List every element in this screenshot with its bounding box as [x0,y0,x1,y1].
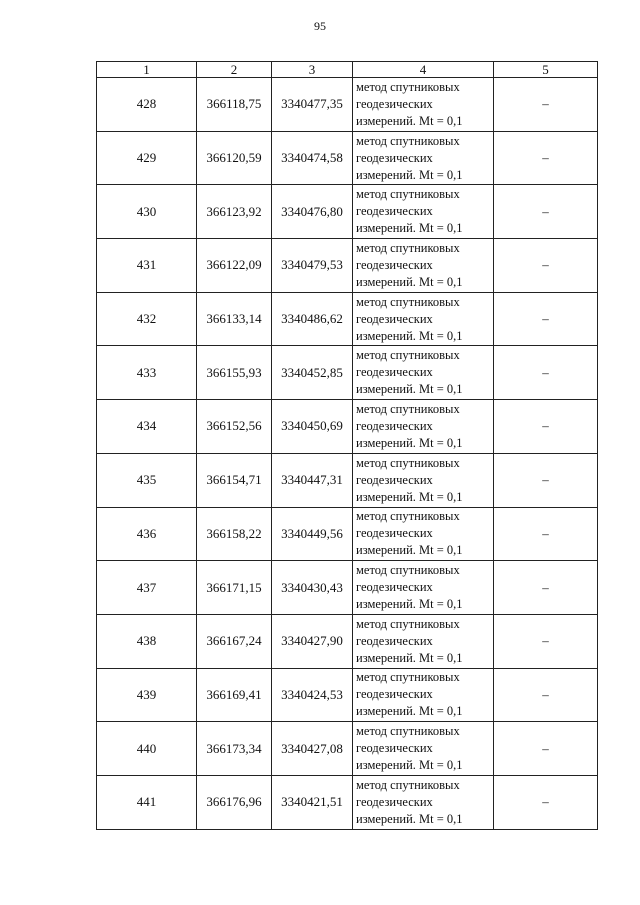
table-row [97,722,598,776]
note-cell: – [494,668,598,722]
method-line: геодезических [356,794,433,809]
table-row [97,131,598,185]
note-cell: – [494,131,598,185]
table-row [97,400,598,454]
method-line: измерений. Mt = 0,1 [356,597,463,612]
note-cell: – [494,561,598,615]
table-row [97,185,598,239]
x-coordinate-cell: 366167,24 [197,614,272,668]
note-cell: – [494,346,598,400]
method-line: метод спутниковых [356,455,460,470]
note-cell: – [494,78,598,132]
method-line: геодезических [356,418,433,433]
page-number: 95 [314,19,326,33]
method-line: метод спутниковых [356,294,460,309]
table-row [97,561,598,615]
y-coordinate-cell: 3340452,85 [272,346,353,400]
method-line: метод спутниковых [356,187,460,202]
note-cell: – [494,400,598,454]
method-line: измерений. Mt = 0,1 [356,113,463,128]
method-line: геодезических [356,365,433,380]
method-line: метод спутниковых [356,509,460,524]
y-coordinate-cell: 3340449,56 [272,507,353,561]
method-line: измерений. Mt = 0,1 [356,704,463,719]
point-number-cell: 432 [97,292,197,346]
method-line: геодезических [356,633,433,648]
y-coordinate-cell: 3340427,08 [272,722,353,776]
note-cell: – [494,507,598,561]
point-number-cell: 436 [97,507,197,561]
table-row [97,614,598,668]
method-cell [353,131,494,185]
point-number-cell: 438 [97,614,197,668]
method-line: метод спутниковых [356,616,460,631]
method-cell [353,78,494,132]
method-line: измерений. Mt = 0,1 [356,489,463,504]
x-coordinate-cell: 366154,71 [197,453,272,507]
method-line: геодезических [356,96,433,111]
x-coordinate-cell: 366173,34 [197,722,272,776]
method-line: измерений. Mt = 0,1 [356,435,463,450]
y-coordinate-cell: 3340421,51 [272,775,353,829]
method-cell [353,400,494,454]
point-number-cell: 428 [97,78,197,132]
x-coordinate-cell: 366122,09 [197,239,272,293]
x-coordinate-cell: 366171,15 [197,561,272,615]
method-line: метод спутниковых [356,79,460,94]
table-row [97,453,598,507]
method-line: измерений. Mt = 0,1 [356,811,463,826]
method-line: измерений. Mt = 0,1 [356,543,463,558]
y-coordinate-cell: 3340427,90 [272,614,353,668]
column-header: 4 [353,62,494,78]
x-coordinate-cell: 366158,22 [197,507,272,561]
table-row [97,239,598,293]
table-row [97,292,598,346]
x-coordinate-cell: 366118,75 [197,78,272,132]
point-number-cell: 433 [97,346,197,400]
method-line: измерений. Mt = 0,1 [356,221,463,236]
method-line: геодезических [356,150,433,165]
y-coordinate-cell: 3340450,69 [272,400,353,454]
table-row [97,507,598,561]
x-coordinate-cell: 366152,56 [197,400,272,454]
x-coordinate-cell: 366176,96 [197,775,272,829]
note-cell: – [494,614,598,668]
point-number-cell: 437 [97,561,197,615]
x-coordinate-cell: 366169,41 [197,668,272,722]
method-line: метод спутниковых [356,133,460,148]
method-line: геодезических [356,204,433,219]
table-body [97,78,598,830]
note-cell: – [494,292,598,346]
method-line: геодезических [356,687,433,702]
y-coordinate-cell: 3340486,62 [272,292,353,346]
note-cell: – [494,239,598,293]
method-line: метод спутниковых [356,348,460,363]
point-number-cell: 434 [97,400,197,454]
note-cell: – [494,722,598,776]
point-number-cell: 441 [97,775,197,829]
method-line: метод спутниковых [356,401,460,416]
method-cell [353,346,494,400]
method-cell [353,453,494,507]
method-cell [353,507,494,561]
point-number-cell: 439 [97,668,197,722]
point-number-cell: 435 [97,453,197,507]
y-coordinate-cell: 3340430,43 [272,561,353,615]
point-number-cell: 429 [97,131,197,185]
table-row [97,78,598,132]
method-line: геодезических [356,472,433,487]
y-coordinate-cell: 3340424,53 [272,668,353,722]
method-line: метод спутниковых [356,724,460,739]
y-coordinate-cell: 3340477,35 [272,78,353,132]
x-coordinate-cell: 366133,14 [197,292,272,346]
column-header: 2 [197,62,272,78]
method-cell [353,239,494,293]
method-cell [353,185,494,239]
column-header: 1 [97,62,197,78]
method-line: геодезических [356,526,433,541]
method-line: измерений. Mt = 0,1 [356,650,463,665]
method-line: метод спутниковых [356,670,460,685]
method-line: измерений. Mt = 0,1 [356,758,463,773]
column-header: 5 [494,62,598,78]
point-number-cell: 431 [97,239,197,293]
method-cell [353,614,494,668]
column-header: 3 [272,62,353,78]
method-line: метод спутниковых [356,240,460,255]
y-coordinate-cell: 3340474,58 [272,131,353,185]
method-line: геодезических [356,580,433,595]
table-row [97,775,598,829]
y-coordinate-cell: 3340447,31 [272,453,353,507]
table-row [97,668,598,722]
method-line: геодезических [356,311,433,326]
note-cell: – [494,775,598,829]
x-coordinate-cell: 366155,93 [197,346,272,400]
note-cell: – [494,453,598,507]
method-line: геодезических [356,257,433,272]
point-number-cell: 440 [97,722,197,776]
y-coordinate-cell: 3340479,53 [272,239,353,293]
method-cell [353,668,494,722]
x-coordinate-cell: 366120,59 [197,131,272,185]
method-line: измерений. Mt = 0,1 [356,328,463,343]
x-coordinate-cell: 366123,92 [197,185,272,239]
y-coordinate-cell: 3340476,80 [272,185,353,239]
table-header-row [97,62,598,78]
note-cell: – [494,185,598,239]
method-line: метод спутниковых [356,563,460,578]
method-line: геодезических [356,741,433,756]
table-row [97,346,598,400]
method-cell [353,292,494,346]
method-cell [353,775,494,829]
method-cell [353,722,494,776]
coordinates-table [96,61,598,830]
method-line: измерений. Mt = 0,1 [356,382,463,397]
point-number-cell: 430 [97,185,197,239]
method-line: метод спутниковых [356,777,460,792]
method-line: измерений. Mt = 0,1 [356,167,463,182]
method-line: измерений. Mt = 0,1 [356,274,463,289]
method-cell [353,561,494,615]
